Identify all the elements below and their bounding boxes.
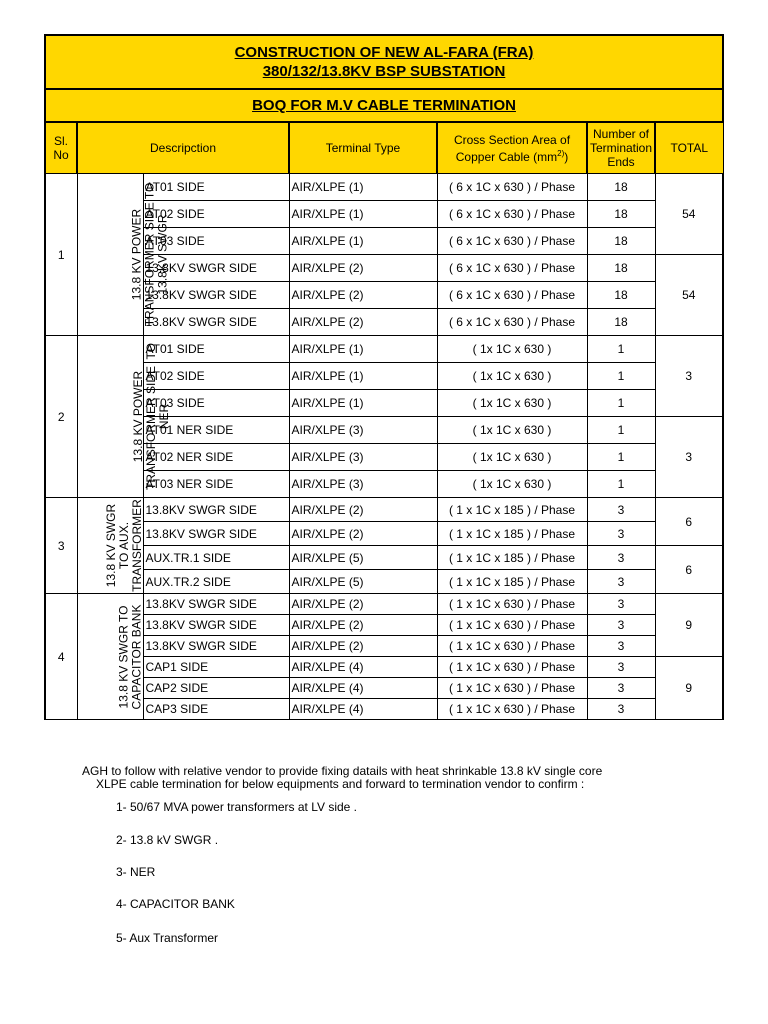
- group-description: 13.8 KV SWGR TO AUX. TRANSFORMER: [77, 498, 143, 594]
- header-termination-ends: Number of Termination Ends: [587, 122, 655, 174]
- list-item: 1- 50/67 MVA power transformers at LV side .: [116, 800, 357, 814]
- item-name: CAP1 SIDE: [143, 657, 289, 678]
- cable-size: ( 6 x 1C x 630 ) / Phase: [437, 282, 587, 309]
- sl-number: 3: [45, 498, 77, 594]
- table-row: [45, 594, 723, 615]
- termination-ends: 3: [587, 594, 655, 615]
- table-row: [45, 615, 723, 636]
- item-name: CAP2 SIDE: [143, 678, 289, 699]
- terminal-type: AIR/XLPE (4): [289, 678, 437, 699]
- list-item: 4- CAPACITOR BANK: [116, 897, 235, 911]
- cable-size: ( 1x 1C x 630 ): [437, 471, 587, 498]
- table-row: [45, 699, 723, 720]
- table-row: [45, 636, 723, 657]
- item-name: AT03 NER SIDE: [143, 471, 289, 498]
- group-description: 13.8 KV POWER TRANSFORMER SIDE TO 13.8KV SWGR: [77, 174, 143, 336]
- terminal-type: AIR/XLPE (3): [289, 444, 437, 471]
- item-name: AT03 SIDE: [143, 228, 289, 255]
- termination-ends: 1: [587, 363, 655, 390]
- termination-ends: 1: [587, 471, 655, 498]
- terminal-type: AIR/XLPE (4): [289, 657, 437, 678]
- item-name: 13.8KV SWGR SIDE: [143, 522, 289, 546]
- item-name: CAP3 SIDE: [143, 699, 289, 720]
- termination-ends: 3: [587, 546, 655, 570]
- item-name: AT02 SIDE: [143, 363, 289, 390]
- cable-size: ( 1x 1C x 630 ): [437, 363, 587, 390]
- cable-size: ( 6 x 1C x 630 ) / Phase: [437, 309, 587, 336]
- cable-size: ( 1 x 1C x 630 ) / Phase: [437, 678, 587, 699]
- document-title: [45, 35, 723, 89]
- item-name: 13.8KV SWGR SIDE: [143, 615, 289, 636]
- terminal-type: AIR/XLPE (3): [289, 417, 437, 444]
- terminal-type: AIR/XLPE (1): [289, 228, 437, 255]
- cable-size: ( 1 x 1C x 630 ) / Phase: [437, 594, 587, 615]
- termination-ends: 18: [587, 201, 655, 228]
- header-sl: Sl. No: [45, 122, 77, 174]
- group-total: 6: [655, 546, 723, 594]
- notes-section: [82, 764, 702, 945]
- termination-ends: 3: [587, 657, 655, 678]
- header-description: Descripction: [77, 122, 289, 174]
- notes-intro-line-1: AGH to follow with relative vendor to provide fixing datails with heat shrinkable 13.8 kV single core: [82, 764, 603, 778]
- terminal-type: AIR/XLPE (1): [289, 201, 437, 228]
- sl-number: 2: [45, 336, 77, 498]
- group-total: 9: [655, 594, 723, 657]
- termination-ends: 18: [587, 255, 655, 282]
- cable-size: ( 1 x 1C x 185 ) / Phase: [437, 546, 587, 570]
- terminal-type: AIR/XLPE (1): [289, 174, 437, 201]
- item-name: 13.8KV SWGR SIDE: [143, 255, 289, 282]
- cable-size: ( 1x 1C x 630 ): [437, 417, 587, 444]
- cable-size: ( 1 x 1C x 630 ) / Phase: [437, 699, 587, 720]
- table-row: [45, 174, 723, 201]
- termination-ends: 1: [587, 390, 655, 417]
- terminal-type: AIR/XLPE (4): [289, 699, 437, 720]
- cable-size: ( 1 x 1C x 630 ) / Phase: [437, 657, 587, 678]
- item-name: AT01 NER SIDE: [143, 417, 289, 444]
- cable-size: ( 6 x 1C x 630 ) / Phase: [437, 201, 587, 228]
- termination-ends: 1: [587, 444, 655, 471]
- item-name: 13.8KV SWGR SIDE: [143, 498, 289, 522]
- table-row: [45, 522, 723, 546]
- header-terminal-type: Terminal Type: [289, 122, 437, 174]
- table-row: [45, 498, 723, 522]
- termination-ends: 18: [587, 282, 655, 309]
- terminal-type: AIR/XLPE (5): [289, 570, 437, 594]
- terminal-type: AIR/XLPE (5): [289, 546, 437, 570]
- boq-sheet: [44, 34, 722, 720]
- item-name: AT02 SIDE: [143, 201, 289, 228]
- termination-ends: 1: [587, 336, 655, 363]
- list-item: 2- 13.8 kV SWGR .: [116, 833, 219, 847]
- terminal-type: AIR/XLPE (1): [289, 336, 437, 363]
- header-row: [45, 122, 723, 174]
- notes-intro: [82, 765, 702, 791]
- termination-ends: 18: [587, 228, 655, 255]
- table-row: [45, 336, 723, 363]
- list-item: 5- Aux Transformer: [116, 931, 219, 945]
- terminal-type: AIR/XLPE (2): [289, 255, 437, 282]
- terminal-type: AIR/XLPE (3): [289, 471, 437, 498]
- termination-ends: 1: [587, 417, 655, 444]
- cable-size: ( 6 x 1C x 630 ) / Phase: [437, 174, 587, 201]
- group-total: 6: [655, 498, 723, 546]
- item-name: AT01 SIDE: [143, 174, 289, 201]
- terminal-type: AIR/XLPE (1): [289, 363, 437, 390]
- table-row: [45, 570, 723, 594]
- termination-ends: 3: [587, 699, 655, 720]
- cable-size: ( 1 x 1C x 185 ) / Phase: [437, 570, 587, 594]
- title-line-1: CONSTRUCTION OF NEW AL-FARA (FRA): [234, 44, 534, 61]
- list-item: 3- NER: [116, 865, 156, 879]
- item-name: AT01 SIDE: [143, 336, 289, 363]
- terminal-type: AIR/XLPE (2): [289, 309, 437, 336]
- table-row: [45, 657, 723, 678]
- termination-ends: 18: [587, 309, 655, 336]
- cable-size: ( 6 x 1C x 630 ) / Phase: [437, 228, 587, 255]
- table-row: [45, 678, 723, 699]
- group-total: 54: [655, 255, 723, 336]
- item-name: AT03 SIDE: [143, 390, 289, 417]
- boq-table: [44, 34, 724, 720]
- termination-ends: 18: [587, 174, 655, 201]
- notes-intro-line-2: XLPE cable termination for below equipments and forward to termination vendor to confirm :: [96, 777, 585, 791]
- terminal-type: AIR/XLPE (2): [289, 636, 437, 657]
- cable-size: ( 1 x 1C x 630 ) / Phase: [437, 615, 587, 636]
- termination-ends: 3: [587, 615, 655, 636]
- group-total: 9: [655, 657, 723, 720]
- group-description: 13.8 KV POWER TRANSFORMER SIDE TO NER: [77, 336, 143, 498]
- boq-heading: BOQ FOR M.V CABLE TERMINATION: [45, 89, 723, 122]
- group-total: 3: [655, 336, 723, 417]
- termination-ends: 3: [587, 636, 655, 657]
- terminal-type: AIR/XLPE (2): [289, 498, 437, 522]
- item-name: AUX.TR.2 SIDE: [143, 570, 289, 594]
- title-line-2: 380/132/13.8KV BSP SUBSTATION: [262, 63, 506, 80]
- table-row: [45, 546, 723, 570]
- terminal-type: AIR/XLPE (2): [289, 615, 437, 636]
- termination-ends: 3: [587, 522, 655, 546]
- cable-size: ( 1x 1C x 630 ): [437, 336, 587, 363]
- group-total: 54: [655, 174, 723, 255]
- terminal-type: AIR/XLPE (2): [289, 282, 437, 309]
- cable-size: ( 6 x 1C x 630 ) / Phase: [437, 255, 587, 282]
- item-name: 13.8KV SWGR SIDE: [143, 594, 289, 615]
- termination-ends: 3: [587, 678, 655, 699]
- header-total: TOTAL: [655, 122, 723, 174]
- terminal-type: AIR/XLPE (1): [289, 390, 437, 417]
- item-name: AUX.TR.1 SIDE: [143, 546, 289, 570]
- item-name: 13.8KV SWGR SIDE: [143, 636, 289, 657]
- item-name: 13.8KV SWGR SIDE: [143, 309, 289, 336]
- terminal-type: AIR/XLPE (2): [289, 522, 437, 546]
- cable-size: ( 1 x 1C x 630 ) / Phase: [437, 636, 587, 657]
- termination-ends: 3: [587, 498, 655, 522]
- cable-size: ( 1 x 1C x 185 ) / Phase: [437, 522, 587, 546]
- cable-size: ( 1x 1C x 630 ): [437, 390, 587, 417]
- group-description: 13.8 KV SWGR TO CAPACITOR BANK: [77, 594, 143, 720]
- item-name: AT02 NER SIDE: [143, 444, 289, 471]
- item-name: 13.8KV SWGR SIDE: [143, 282, 289, 309]
- sl-number: 1: [45, 174, 77, 336]
- header-cross-section: Cross Section Area of Copper Cable $(mm^{2)})$: [437, 122, 587, 174]
- termination-ends: 3: [587, 570, 655, 594]
- cable-size: ( 1x 1C x 630 ): [437, 444, 587, 471]
- group-total: 3: [655, 417, 723, 498]
- cable-size: ( 1 x 1C x 185 ) / Phase: [437, 498, 587, 522]
- sl-number: 4: [45, 594, 77, 720]
- terminal-type: AIR/XLPE (2): [289, 594, 437, 615]
